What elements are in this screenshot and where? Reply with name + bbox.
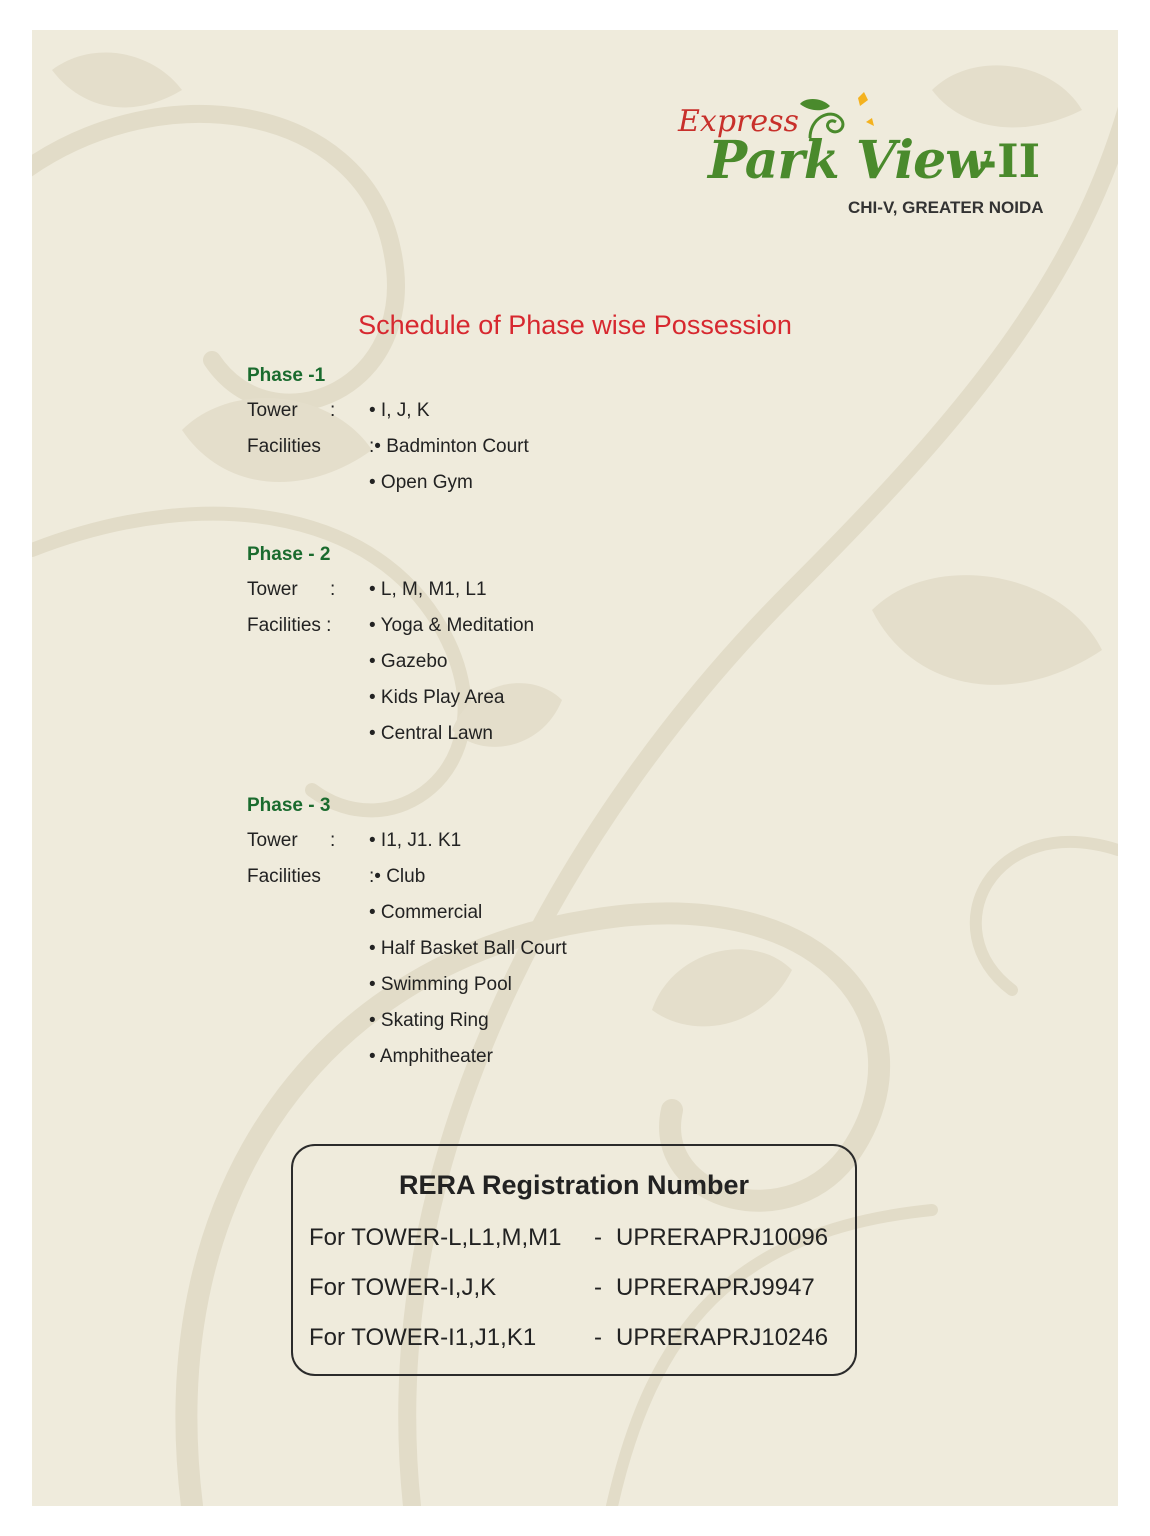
phase-row — [247, 651, 448, 687]
row-label: Tower — [247, 830, 298, 851]
rera-dash: - — [594, 1274, 602, 1301]
phase-heading: Phase - 2 — [247, 544, 331, 565]
phase-row — [247, 1046, 493, 1082]
logo — [660, 80, 1060, 220]
rera-number: UPRERAPRJ10096 — [616, 1224, 829, 1251]
phase-row — [247, 615, 535, 651]
phase-row — [247, 938, 567, 974]
row-colon: : — [330, 830, 336, 851]
phase-section — [247, 365, 529, 508]
phase-row — [247, 830, 462, 866]
rera-dash: - — [594, 1324, 602, 1351]
logo-name-text: Park View — [708, 130, 989, 191]
row-value: • Amphitheater — [369, 1046, 493, 1067]
row-label: Facilities : — [247, 615, 332, 636]
rera-dash: - — [594, 1224, 602, 1251]
row-value: :• Club — [369, 866, 426, 887]
phase-heading: Phase - 3 — [247, 795, 331, 816]
phase-row — [247, 1010, 489, 1046]
phase-row — [247, 400, 430, 436]
phase-row — [247, 579, 487, 615]
rera-tower: For TOWER-I1,J1,K1 — [309, 1324, 537, 1351]
row-value: • Commercial — [369, 902, 483, 923]
row-value: • Skating Ring — [369, 1010, 489, 1031]
rera-title: RERA Registration Number — [398, 1170, 750, 1200]
phase-section — [247, 795, 567, 1082]
row-value: • Half Basket Ball Court — [369, 938, 567, 959]
rera-box — [291, 1144, 857, 1376]
phase-heading: Phase -1 — [247, 365, 326, 386]
rera-number: UPRERAPRJ10246 — [616, 1324, 829, 1351]
phase-row — [247, 902, 483, 938]
row-colon: : — [330, 400, 336, 421]
phase-row — [247, 974, 512, 1010]
row-value: • Open Gym — [369, 472, 473, 493]
row-label: Facilities — [247, 866, 321, 887]
row-value: • L, M, M1, L1 — [369, 579, 487, 600]
phase-row — [247, 436, 529, 472]
row-value: • Gazebo — [369, 651, 448, 672]
rera-tower: For TOWER-L,L1,M,M1 — [309, 1224, 562, 1251]
row-value: • I1, J1. K1 — [369, 830, 462, 851]
row-value: • Swimming Pool — [369, 974, 512, 995]
logo-suffix-text: -II — [978, 134, 1041, 188]
row-label: Facilities — [247, 436, 321, 457]
phase-row — [247, 472, 473, 508]
row-value: :• Badminton Court — [369, 436, 529, 457]
phase-row — [247, 723, 493, 759]
phase-row — [247, 687, 505, 723]
row-value: • Kids Play Area — [369, 687, 505, 708]
page-title: Schedule of Phase wise Possession — [358, 310, 792, 340]
phase-section — [247, 544, 535, 759]
phase-row — [247, 866, 426, 902]
logo-location-text: CHI-V, GREATER NOIDA — [848, 198, 1044, 217]
row-label: Tower — [247, 579, 298, 600]
rera-number: UPRERAPRJ9947 — [616, 1274, 815, 1301]
logo-express-text: Express — [678, 104, 799, 139]
row-colon: : — [330, 579, 336, 600]
rera-tower: For TOWER-I,J,K — [309, 1274, 497, 1301]
row-value: • I, J, K — [369, 400, 430, 421]
row-value: • Central Lawn — [369, 723, 493, 744]
row-label: Tower — [247, 400, 298, 421]
row-value: • Yoga & Meditation — [369, 615, 535, 636]
